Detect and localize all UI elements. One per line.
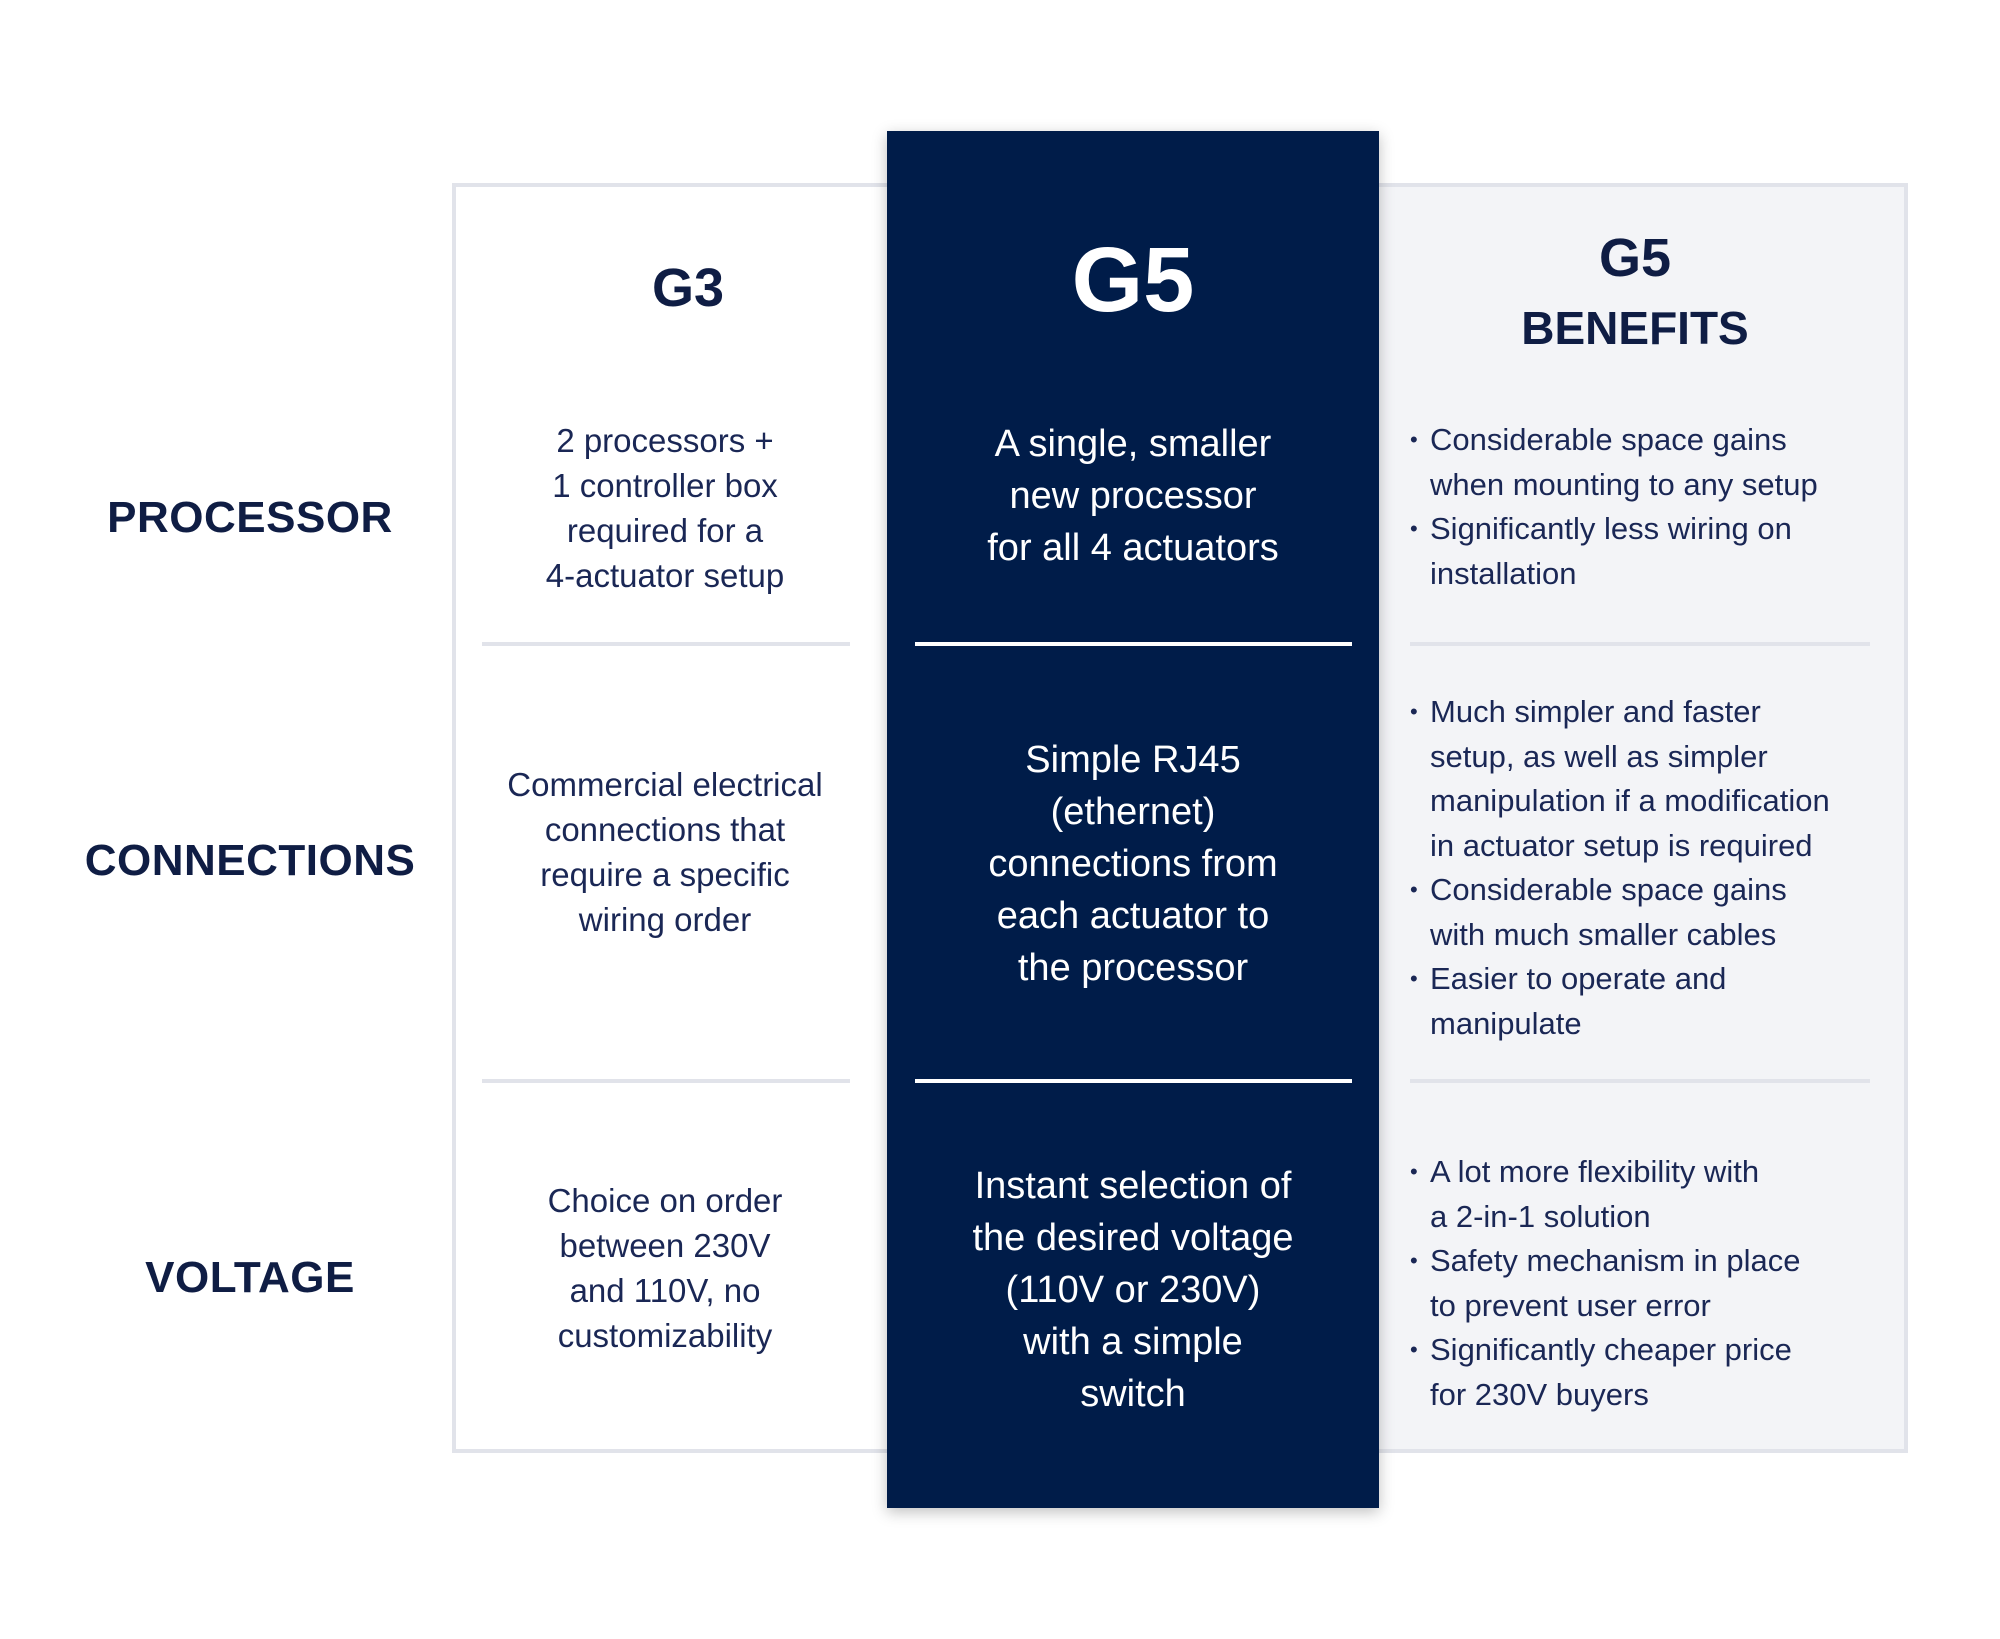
- g5-divider-1: [915, 642, 1352, 646]
- list-item: [1410, 507, 1880, 596]
- benefits-voltage-list: [1410, 1150, 1880, 1417]
- g3-divider-2: [482, 1079, 850, 1083]
- text-line: required for a: [566, 512, 764, 549]
- text-line: require a specific: [540, 856, 790, 893]
- text-line: manipulation if a modification: [1430, 783, 1830, 818]
- g5-voltage-cell: [905, 1160, 1361, 1420]
- g5-divider-2: [915, 1079, 1352, 1083]
- text-line: • A lot more flexibility with: [1430, 1154, 1760, 1189]
- g5-processor-cell: [905, 418, 1361, 574]
- benefits-processor-list: [1410, 418, 1880, 596]
- list-item: [1410, 1239, 1880, 1328]
- text-line: • Considerable space gains: [1430, 422, 1787, 457]
- text-line: connections that: [544, 811, 786, 848]
- text-line: 4-actuator setup: [545, 557, 785, 594]
- text-line: (ethernet): [1050, 791, 1216, 833]
- text-line: to prevent user error: [1430, 1287, 1711, 1323]
- g3-connections-cell: [470, 762, 860, 942]
- benefits-connections-list: [1410, 690, 1880, 1046]
- text-line: setup, as well as simpler: [1430, 738, 1768, 774]
- benefits-divider-1: [1410, 642, 1870, 646]
- g3-processor-cell: [470, 418, 860, 598]
- benefits-title-line2: BENEFITS: [1521, 302, 1749, 354]
- text-line: new processor: [1009, 475, 1257, 517]
- text-line: the desired voltage: [972, 1217, 1294, 1259]
- benefits-divider-2: [1410, 1079, 1870, 1083]
- row-label-processor: PROCESSOR: [107, 493, 393, 542]
- text-line: • Significantly cheaper price: [1430, 1332, 1792, 1367]
- text-line: and 110V, no: [569, 1272, 761, 1309]
- row-label-voltage: VOLTAGE: [145, 1253, 355, 1302]
- text-line: • Significantly less wiring on: [1430, 511, 1792, 546]
- g3-title: G3: [651, 258, 725, 318]
- benefits-title-line1: G5: [1598, 228, 1672, 288]
- text-line: 1 controller box: [552, 467, 778, 504]
- text-line: 2 processors +: [556, 422, 774, 459]
- text-line: • Easier to operate and: [1430, 961, 1727, 996]
- text-line: with a simple: [1023, 1321, 1243, 1363]
- list-item: [1410, 690, 1880, 868]
- text-line: Commercial electrical: [507, 766, 823, 803]
- g3-divider-1: [482, 642, 850, 646]
- text-line: Choice on order: [547, 1182, 783, 1219]
- text-line: Simple RJ45: [1025, 739, 1241, 781]
- text-line: installation: [1430, 555, 1577, 591]
- text-line: customizability: [557, 1317, 773, 1354]
- list-item: [1410, 1150, 1880, 1239]
- text-line: (110V or 230V): [1005, 1269, 1261, 1311]
- text-line: • Considerable space gains: [1430, 872, 1787, 907]
- text-line: for 230V buyers: [1430, 1376, 1649, 1412]
- text-line: A single, smaller: [994, 423, 1272, 465]
- list-item: [1410, 868, 1880, 957]
- row-label-connections: CONNECTIONS: [84, 836, 416, 885]
- text-line: connections from: [988, 843, 1278, 885]
- text-line: manipulate: [1430, 1005, 1582, 1041]
- text-line: with much smaller cables: [1430, 916, 1777, 952]
- list-item: [1410, 1328, 1880, 1417]
- text-line: the processor: [1017, 947, 1249, 989]
- text-line: when mounting to any setup: [1430, 466, 1818, 502]
- list-item: [1410, 957, 1880, 1046]
- text-line: between 230V: [559, 1227, 771, 1264]
- text-line: switch: [1080, 1373, 1186, 1415]
- text-line: in actuator setup is required: [1430, 827, 1813, 863]
- text-line: a 2-in-1 solution: [1430, 1198, 1651, 1234]
- text-line: • Much simpler and faster: [1430, 694, 1761, 729]
- text-line: each actuator to: [996, 895, 1270, 937]
- list-item: [1410, 418, 1880, 507]
- g5-connections-cell: [905, 734, 1361, 994]
- g3-voltage-cell: [470, 1178, 860, 1358]
- text-line: • Safety mechanism in place: [1430, 1243, 1801, 1278]
- text-line: Instant selection of: [974, 1165, 1292, 1207]
- text-line: wiring order: [578, 901, 752, 938]
- text-line: for all 4 actuators: [987, 527, 1279, 569]
- g5-title: G5: [1071, 229, 1195, 331]
